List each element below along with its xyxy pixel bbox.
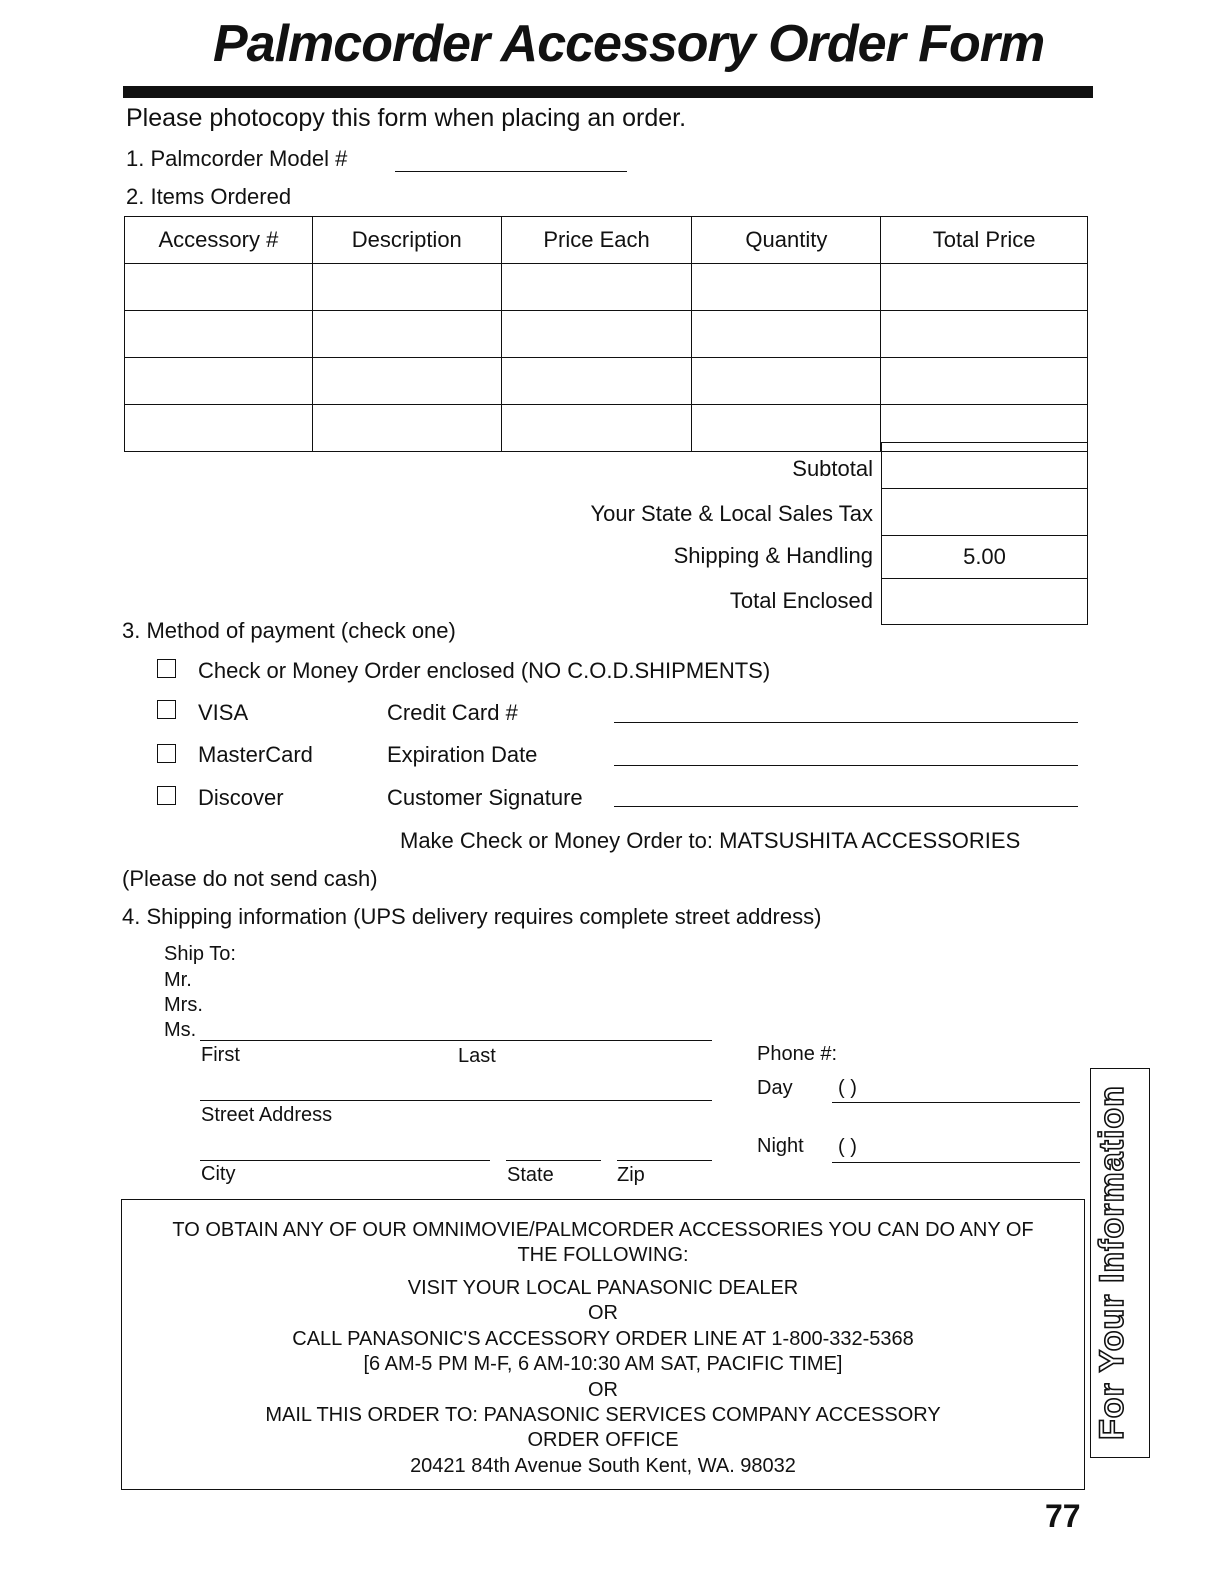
tax-box[interactable] <box>881 488 1088 536</box>
day-phone-parens: ( ) <box>838 1077 857 1099</box>
signature-input-line[interactable] <box>614 806 1078 807</box>
visa-checkbox[interactable] <box>157 700 176 719</box>
subtotal-box[interactable] <box>881 442 1088 489</box>
instruction-text: Please photocopy this form when placing an order. <box>126 104 687 132</box>
info-line: CALL PANASONIC'S ACCESSORY ORDER LINE AT 1-800-332-5368 <box>292 1328 914 1350</box>
tax-label: Your State & Local Sales Tax <box>590 501 873 526</box>
check-money-order-label: Check or Money Order enclosed (NO C.O.D.SHIPMENTS) <box>198 658 771 683</box>
subtotal-label: Subtotal <box>792 456 873 481</box>
night-phone-label: Night <box>757 1135 804 1157</box>
table-cell[interactable] <box>125 264 313 311</box>
state-input-line[interactable] <box>506 1160 601 1161</box>
expiration-input-line[interactable] <box>614 765 1078 766</box>
credit-card-input-line[interactable] <box>614 722 1078 723</box>
phone-label: Phone #: <box>757 1043 838 1065</box>
city-input-line[interactable] <box>200 1160 490 1161</box>
page-number: 77 <box>1045 1498 1081 1534</box>
zip-input-line[interactable] <box>617 1160 712 1161</box>
discover-checkbox[interactable] <box>157 786 176 805</box>
street-address-label: Street Address <box>201 1104 333 1126</box>
table-header-row <box>125 217 1088 264</box>
info-line: OR <box>588 1379 618 1401</box>
total-enclosed-label: Total Enclosed <box>729 588 873 613</box>
mastercard-checkbox[interactable] <box>157 744 176 763</box>
side-tab-label: For Your Information <box>1093 1085 1131 1440</box>
table-cell[interactable] <box>692 358 881 405</box>
table-cell[interactable] <box>881 264 1088 311</box>
table-cell[interactable] <box>881 311 1088 358</box>
table-row <box>125 358 1088 405</box>
info-line: TO OBTAIN ANY OF OUR OMNIMOVIE/PALMCORDER ACCESSORIES YOU CAN DO ANY OF <box>172 1219 1034 1241</box>
info-line: [6 AM-5 PM M-F, 6 AM-10:30 AM SAT, PACIFIC TIME] <box>363 1353 843 1375</box>
payable-to-text: Make Check or Money Order to: MATSUSHITA ACCESSORIES <box>400 828 1021 853</box>
shipping-info-label: 4. Shipping information (UPS delivery requires complete street address) <box>122 904 822 929</box>
info-line: OR <box>588 1302 618 1324</box>
table-row <box>125 264 1088 311</box>
total-enclosed-box[interactable] <box>881 578 1088 625</box>
table-cell[interactable] <box>501 405 692 452</box>
header-total-price: Total Price <box>881 217 1088 264</box>
header-price-each: Price Each <box>501 217 692 264</box>
table-cell[interactable] <box>501 358 692 405</box>
table-cell[interactable] <box>501 311 692 358</box>
shipping-value: 5.00 <box>881 535 1088 579</box>
visa-label: VISA <box>198 700 249 725</box>
header-description: Description <box>312 217 501 264</box>
signature-label: Customer Signature <box>387 785 583 810</box>
mrs-label: Mrs. <box>164 994 203 1016</box>
info-line: VISIT YOUR LOCAL PANASONIC DEALER <box>407 1277 799 1299</box>
shipping-label: Shipping & Handling <box>673 543 873 568</box>
day-phone-label: Day <box>757 1077 793 1099</box>
page-title: Palmcorder Accessory Order Form <box>213 15 1045 73</box>
model-label: 1. Palmcorder Model # <box>126 146 348 171</box>
table-cell[interactable] <box>312 405 501 452</box>
table-cell[interactable] <box>312 311 501 358</box>
header-accessory: Accessory # <box>125 217 313 264</box>
info-line: 20421 84th Avenue South Kent, WA. 98032 <box>410 1455 796 1477</box>
credit-card-label: Credit Card # <box>387 700 518 725</box>
city-label: City <box>201 1163 236 1185</box>
street-input-line[interactable] <box>200 1100 712 1101</box>
night-phone-parens: ( ) <box>838 1136 857 1158</box>
first-name-label: First <box>201 1044 240 1066</box>
mastercard-label: MasterCard <box>198 742 313 767</box>
table-cell[interactable] <box>881 358 1088 405</box>
header-quantity: Quantity <box>692 217 881 264</box>
name-input-line[interactable] <box>200 1040 712 1041</box>
discover-label: Discover <box>198 785 284 810</box>
zip-label: Zip <box>617 1164 645 1186</box>
ordering-info-box <box>121 1199 1085 1490</box>
table-cell[interactable] <box>312 264 501 311</box>
night-phone-input-line[interactable] <box>832 1162 1080 1163</box>
info-line: THE FOLLOWING: <box>517 1244 689 1266</box>
info-line: ORDER OFFICE <box>527 1429 679 1451</box>
payment-label: 3. Method of payment (check one) <box>122 618 456 643</box>
table-cell[interactable] <box>692 311 881 358</box>
title-rule <box>123 86 1093 98</box>
day-phone-input-line[interactable] <box>832 1102 1080 1103</box>
model-input-line[interactable] <box>395 171 627 172</box>
mr-label: Mr. <box>164 969 192 991</box>
table-cell[interactable] <box>692 264 881 311</box>
no-cash-text: (Please do not send cash) <box>122 866 378 891</box>
table-cell[interactable] <box>125 311 313 358</box>
table-row <box>125 311 1088 358</box>
state-label: State <box>507 1164 554 1186</box>
info-line: MAIL THIS ORDER TO: PANASONIC SERVICES COMPANY ACCESSORY <box>265 1404 941 1426</box>
items-table <box>124 216 1088 452</box>
table-cell[interactable] <box>692 405 881 452</box>
table-cell[interactable] <box>125 358 313 405</box>
check-money-order-checkbox[interactable] <box>157 659 176 678</box>
expiration-label: Expiration Date <box>387 742 538 767</box>
ship-to-label: Ship To: <box>164 943 236 965</box>
table-cell[interactable] <box>501 264 692 311</box>
last-name-label: Last <box>458 1045 496 1067</box>
items-label: 2. Items Ordered <box>126 184 292 209</box>
table-cell[interactable] <box>125 405 313 452</box>
ms-label: Ms. <box>164 1019 197 1041</box>
table-cell[interactable] <box>312 358 501 405</box>
